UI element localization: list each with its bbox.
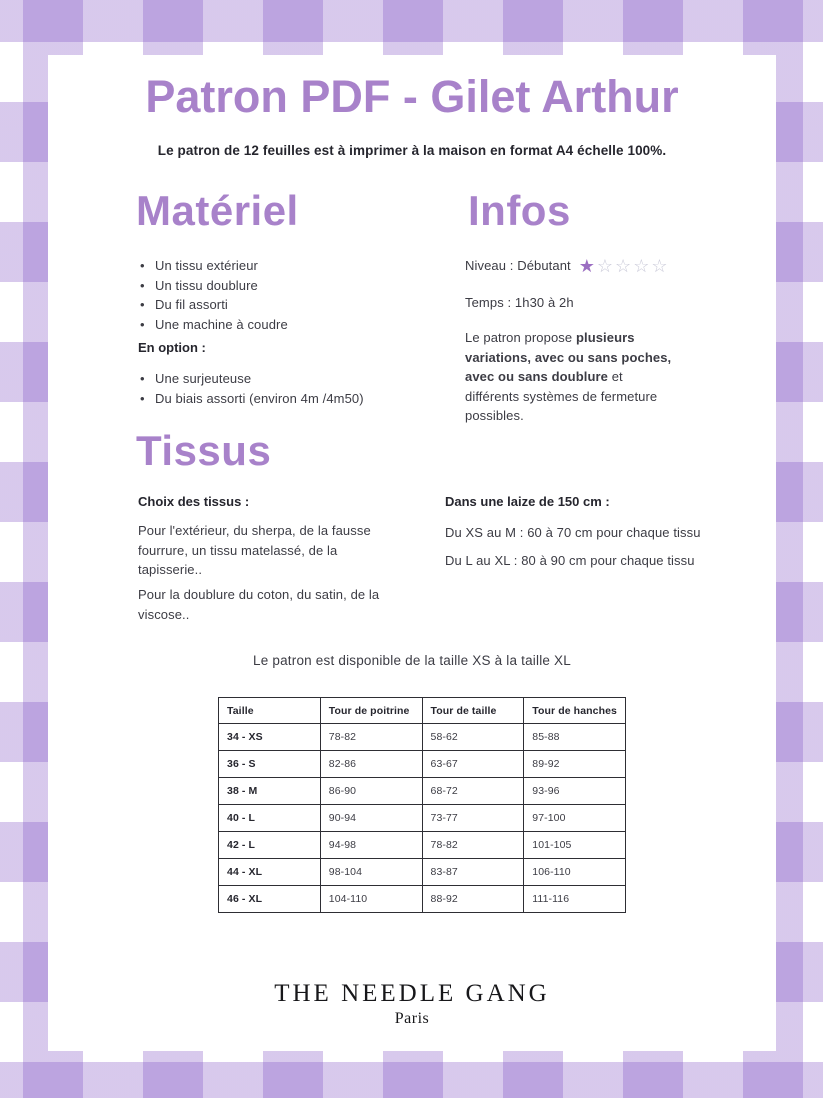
star-filled-icon: ★ bbox=[578, 256, 597, 276]
infos-heading: Infos bbox=[468, 187, 571, 234]
table-cell: 58-62 bbox=[422, 724, 524, 751]
pattern-sheet-page bbox=[48, 55, 776, 1051]
list-item: • Un tissu extérieur bbox=[138, 256, 288, 276]
brand-logo: THE NEEDLE GANG bbox=[274, 980, 550, 1007]
table-cell: 40 - L bbox=[219, 805, 321, 832]
column-header: Tour de hanches bbox=[524, 698, 626, 724]
list-item: • Du fil assorti bbox=[138, 295, 288, 315]
table-header-row bbox=[219, 698, 626, 724]
table-cell: 89-92 bbox=[524, 751, 626, 778]
tissus-paragraph-exterieur: Pour l'extérieur, du sherpa, de la fausse fourrure, un tissu matelassé, de la tapisserie.. bbox=[138, 523, 371, 577]
star-empty-icon: ☆ bbox=[615, 256, 634, 276]
star-empty-icon: ☆ bbox=[596, 256, 616, 276]
table-cell: 46 - XL bbox=[219, 886, 321, 913]
table-cell: 106-110 bbox=[524, 859, 626, 886]
niveau-stars bbox=[579, 257, 670, 277]
tissus-paragraph-doublure: Pour la doublure du coton, du satin, de la viscose.. bbox=[138, 587, 380, 622]
list-item: • Du biais assorti (environ 4m /4m50) bbox=[138, 389, 364, 409]
description-prefix: Le patron propose bbox=[465, 330, 576, 345]
table-cell: 44 - XL bbox=[219, 859, 321, 886]
option-list bbox=[138, 369, 364, 408]
table-cell: 38 - M bbox=[219, 778, 321, 805]
table-cell: 104-110 bbox=[320, 886, 422, 913]
table-cell: 68-72 bbox=[422, 778, 524, 805]
laize-line-xs-m: Du XS au M : 60 à 70 cm pour chaque tissu bbox=[445, 525, 701, 540]
table-row bbox=[219, 778, 626, 805]
table-cell: 94-98 bbox=[320, 832, 422, 859]
laize-line-l-xl: Du L au XL : 80 à 90 cm pour chaque tissu bbox=[445, 553, 695, 568]
table-cell: 90-94 bbox=[320, 805, 422, 832]
table-row bbox=[219, 724, 626, 751]
en-option-label: En option : bbox=[138, 340, 206, 355]
table-cell: 83-87 bbox=[422, 859, 524, 886]
table-row bbox=[219, 751, 626, 778]
table-row bbox=[219, 832, 626, 859]
size-table-caption: Le patron est disponible de la taille XS à la taille XL bbox=[253, 653, 571, 668]
table-row bbox=[219, 805, 626, 832]
materiel-list bbox=[138, 256, 288, 334]
list-item: • Une surjeuteuse bbox=[138, 369, 364, 389]
table-cell: 88-92 bbox=[422, 886, 524, 913]
table-cell: 85-88 bbox=[524, 724, 626, 751]
list-item: • Un tissu doublure bbox=[138, 276, 288, 296]
table-row bbox=[219, 859, 626, 886]
star-empty-icon: ☆ bbox=[633, 256, 652, 276]
table-cell: 93-96 bbox=[524, 778, 626, 805]
table-cell: 78-82 bbox=[320, 724, 422, 751]
infos-description bbox=[465, 328, 679, 426]
description-bold: plusieurs variations, avec ou sans poches, avec ou sans doublure bbox=[465, 330, 672, 384]
laize-label: Dans une laize de 150 cm : bbox=[445, 494, 610, 509]
table-cell: 73-77 bbox=[422, 805, 524, 832]
table-cell: 97-100 bbox=[524, 805, 626, 832]
size-table bbox=[218, 697, 626, 913]
niveau-row bbox=[465, 256, 669, 277]
description-suffix: et différents systèmes de fermeture possibles. bbox=[465, 369, 658, 423]
table-cell: 86-90 bbox=[320, 778, 422, 805]
table-cell: 34 - XS bbox=[219, 724, 321, 751]
choix-tissus-label: Choix des tissus : bbox=[138, 494, 250, 509]
table-cell: 111-116 bbox=[524, 886, 626, 913]
table-cell: 78-82 bbox=[422, 832, 524, 859]
table-cell: 98-104 bbox=[320, 859, 422, 886]
star-empty-icon: ☆ bbox=[651, 256, 670, 276]
list-item: • Une machine à coudre bbox=[138, 315, 288, 335]
brand-city: Paris bbox=[394, 1010, 430, 1027]
tissus-heading: Tissus bbox=[136, 427, 272, 474]
column-header: Taille bbox=[219, 698, 321, 724]
column-header: Tour de taille bbox=[422, 698, 524, 724]
table-cell: 42 - L bbox=[219, 832, 321, 859]
page-subtitle: Le patron de 12 feuilles est à imprimer à la maison en format A4 échelle 100%. bbox=[157, 143, 667, 158]
table-row bbox=[219, 886, 626, 913]
table-cell: 82-86 bbox=[320, 751, 422, 778]
column-header: Tour de poitrine bbox=[320, 698, 422, 724]
page-title: Patron PDF - Gilet Arthur bbox=[145, 71, 679, 122]
niveau-label: Niveau : Débutant bbox=[465, 258, 571, 273]
table-cell: 36 - S bbox=[219, 751, 321, 778]
materiel-heading: Matériel bbox=[136, 187, 299, 234]
table-cell: 101-105 bbox=[524, 832, 626, 859]
temps-label: Temps : 1h30 à 2h bbox=[465, 295, 574, 310]
table-cell: 63-67 bbox=[422, 751, 524, 778]
